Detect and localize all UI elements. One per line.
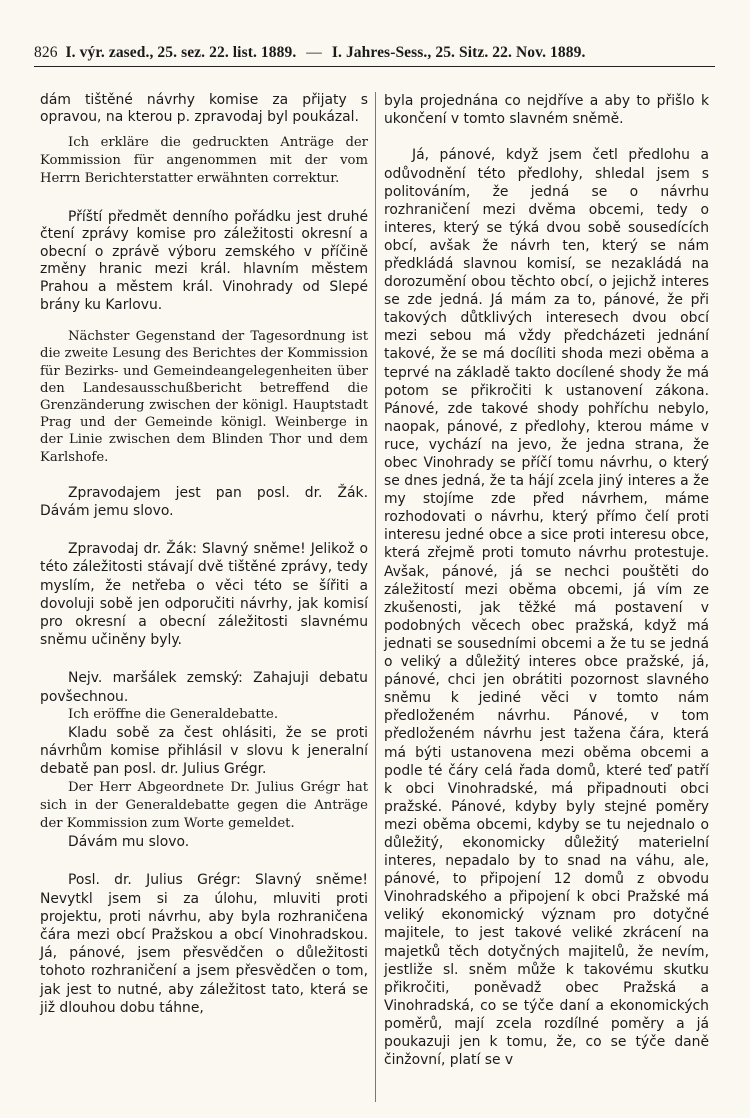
right-column <box>384 92 709 1069</box>
paragraph: dám tištěné návrhy komise za přijaty s opravou, na kterou p. zpravodaj byl poukázal. <box>40 92 368 125</box>
paragraph: Kladu sobě za čest ohlásiti, že se proti návrhům komise přihlásil v slovu k jeneralní debatě pan posl. dr. Julius Grégr. <box>40 725 368 778</box>
german-paragraph: Ich eröffne die Generaldebatte. <box>68 706 279 722</box>
german-paragraph: Nächster Gegenstand der Tagesordnung ist die zweite Lesung des Berichtes der Kommission für Bezirks- und Gemeindeangelegenheiten über den Landesausschußbericht betreffend die Grenzänderung zwischen der königl. Hauptstadt Prag und der Gemeinde königl. Weinberge in der Linie zwischen dem Blinden Thor und dem Karlshofe. <box>40 329 368 465</box>
header-dash: — <box>306 44 322 61</box>
czech-session-info: I. výr. zased., 25. sez. 22. list. 1889. <box>65 44 297 61</box>
header-rule <box>34 66 715 67</box>
speaker-paragraph: Posl. dr. Julius Grégr: Slavný sněme! Nevytkl jsem si za úlohu, mluviti proti projektu, proti návrhu, aby byla rozhraničena čára mezi obcí Pražskou a obcí Vinohradskou. Já, pánové, jsem přesvědčen o důležitosti tohoto rozhraničení a jsem přesvědčen o tom, jak jest to nutné, aby záležitost tato, která se již dlouhou dobu táhne, <box>40 872 368 1016</box>
paragraph: byla projednána co nejdříve a aby to přišlo k ukončení v tomto slavném sněmě. <box>384 93 709 128</box>
page-number: 826 <box>34 44 58 61</box>
paragraph: Já, pánové, když jsem četl předlohu a odůvodnění této předlohy, shledal jsem s politováním, že jedná se o návrhu rozhraničení mezi dvěma obcemi, tedy o interes, který se týká dvou sobě sousedících obcí, avšak že návrh ten, který se nám předkládá slavnou komisí, se nezakládá na dorozumění obou těchto obcí, o jejichž interes se zde jedná. Já mám za to, pánové, že při takových důtklivých interesech dvou obcí mezi sebou má vždy předcházeti jednání takové, že se má docíliti shoda mezi oběma a teprvé na základě takto docílené shody že má potom se přikročiti k ustanovení zákona. Pánové, zde takové shody pohříchu nebylo, naopak, pánové, z předlohy, kterou máme v ruce, vychází na jevo, že jedna strana, že obec Vinohrady se příčí tomu návrhu, o který se dnes jedná, že ta hájí zcela jiný interes a že my stojíme zde před návrhem, máme rozhodovati o návrhu, který přímo čelí proti interesu jedné obce a sice proti interesu obce, která zřejmě proti tomuto návrhu protestuje. Avšak, pánové, já se nechci pouštěti do záležitostí mezi oběma obcemi, já vím ze zkušenosti, jak těžké má postavení v podobných věcech obec pražská, když má jednati se sousedními obcemi a že tu se jedná o veliký a důležitý interes obce pražské, já, pánové, chci jen obrátiti pozornost slavného sněmu k jediné věci v tomto nám předloženém návrhu. Pánové, v tom předloženém návrhu jest tažena čára, která má býti ustanovena mezi oběma obcemi a podle té čáry celá řada domů, které teď patří k obci Vinohradské, má připadnouti obci pražské. Pánové, kdyby byly stejné poměry mezi oběma obcemi, kdyby se tu nejednalo o důležitý, ekonomicky důležitý materielní interes, nepadalo by to snad na váhu, ale, pánové, to připojení 12 domů z obvodu Vinohradského a připojení k obci Pražské má veliký ekonomický význam pro dotyčné majitele, to jest takové veliké zkrácení na majetků těch dotyčných majitelů, že nevím, jestliže sl. sněm může k takovému skutku přikročiti, poněvadž obec Pražská a Vinohradská, co se týče daní a ekonomických poměrů, mají zcela rozdílné poměry a já poukazuji jen k tomu, že, co se týče daně činžovní, platí se v <box>384 147 709 1069</box>
paragraph: Příští předmět denního pořádku jest druhé čtení zprávy komise pro záležitosti okresní a obecní o zprávě výboru zemského v příčině změny hranic mezi král. hlavním městem Prahou a městem král. Vinohrady od Slepé brány ku Karlovu. <box>40 208 368 313</box>
german-paragraph: Ich erkläre die gedruckten Anträge der Kommission für angenommen mit der vom Herrn Berichterstatter erwähnten correktur. <box>40 135 368 187</box>
column-divider <box>375 92 376 1102</box>
speaker-paragraph: Nejv. maršálek zemský: Zahajuji debatu povšechnou. <box>40 670 368 705</box>
paragraph: Dávám mu slovo. <box>68 834 190 851</box>
german-session-info: I. Jahres-Sess., 25. Sitz. 22. Nov. 1889. <box>331 44 586 61</box>
german-paragraph: Der Herr Abgeordnete Dr. Julius Grégr hat sich in der Generaldebatte gegen die Anträge der Kommission zum Worte gemeldet. <box>40 779 368 832</box>
speaker-paragraph: Zpravodaj dr. Žák: Slavný sněme! Jelikož o této záležitosti stávají dvě tištěné zprávy, tedy myslím, že netřeba o věci této se šířiti a dovoluji sobě jen odporučiti návrhy, jak komisí pro okresní a obecní záležitosti slavnému sněmu učiněny byly. <box>40 541 368 649</box>
left-column <box>40 92 368 1017</box>
paragraph: Zpravodajem jest pan posl. dr. Žák. Dávám jemu slovo. <box>40 484 368 519</box>
running-header <box>34 44 714 68</box>
